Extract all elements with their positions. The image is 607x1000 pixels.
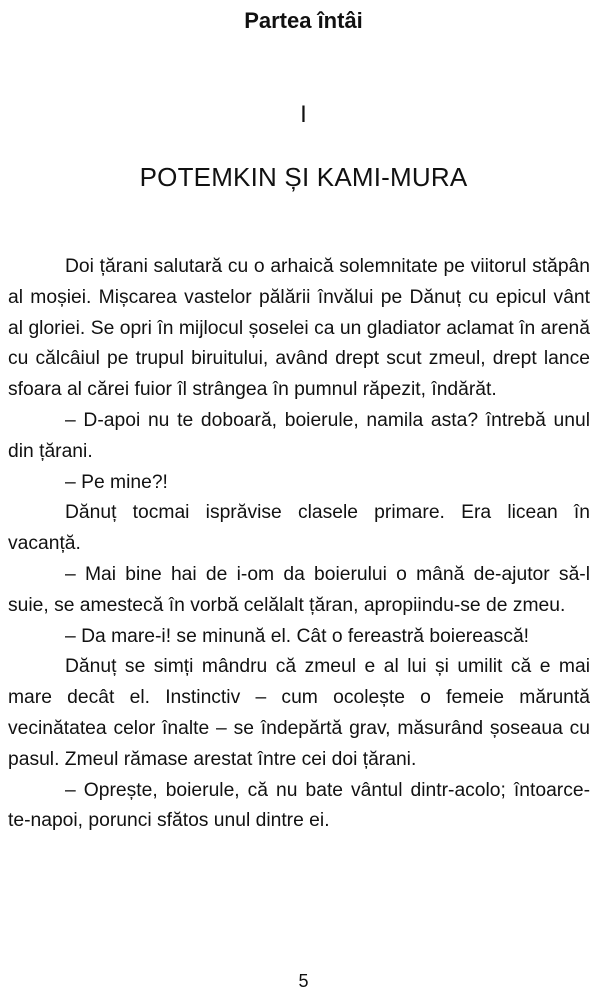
- paragraph: Dănuț se simți mândru că zmeul e al lui și umilit că e mai mare decât el. Instinctiv – cum ocolește o femeie măruntă vecinătatea celor înalte – se îndepărtă grav, măsurând șoseaua cu pasul. Zmeul rămase arestat între cei doi țărani.: [8, 656, 590, 770]
- paragraph: – Pe mine?!: [65, 471, 168, 493]
- chapter-title: POTEMKIN ȘI KAMI-MURA: [139, 162, 468, 192]
- chapter-number: I: [300, 101, 307, 128]
- chapter-body: [8, 252, 590, 837]
- paragraph: – Da mare-i! se minună el. Cât o fereastră boierească!: [65, 625, 530, 647]
- paragraph: Dănuț tocmai isprăvise clasele primare. Era licean în vacanță.: [8, 502, 590, 555]
- paragraph: – D-apoi nu te doboară, boierule, namila asta? întrebă unul din țărani.: [8, 409, 590, 462]
- part-title: Partea întâi: [244, 8, 363, 33]
- paragraph: – Oprește, boierule, că nu bate vântul dintr-acolo; întoarce-te-napoi, porunci sfătos unul dintre ei.: [8, 779, 590, 832]
- page-number: 5: [298, 971, 309, 991]
- paragraph: – Mai bine hai de i-om da boierului o mână de-ajutor să-l suie, se amestecă în vorbă celălalt țăran, apropiindu-se de zmeu.: [8, 563, 590, 616]
- paragraph: Doi țărani salutară cu o arhaică solemnitate pe viitorul stăpân al moșiei. Mișcarea vastelor pălării învălui pe Dănuț cu epicul vânt al gloriei. Se opri în mijlocul șoselei ca un gladiator aclamat în arenă cu călcâiul pe trupul biruitului, având drept scut zmeul, drept lance sfoara al cărei fuior îl strângea în pumnul răpezit, îndărăt.: [8, 256, 590, 401]
